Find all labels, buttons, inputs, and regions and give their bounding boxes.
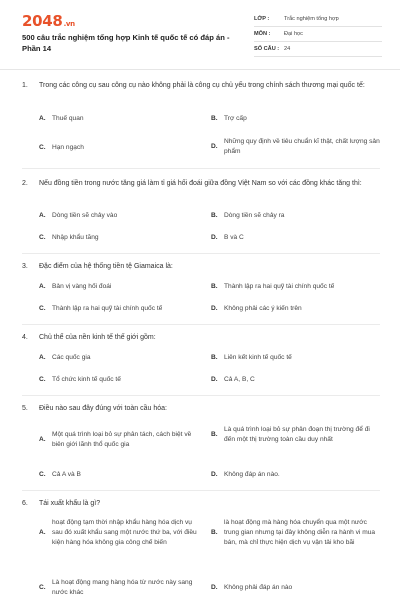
logo-text: 2048 bbox=[22, 12, 63, 30]
option-b[interactable] bbox=[211, 282, 381, 292]
option-d[interactable] bbox=[211, 304, 381, 314]
option-text: B và C bbox=[224, 234, 244, 241]
option-c[interactable] bbox=[39, 143, 199, 153]
site-logo[interactable] bbox=[22, 12, 75, 30]
option-text: Bản vị vàng hối đoái bbox=[52, 283, 112, 290]
option-letter: C. bbox=[39, 471, 46, 478]
question-number: 5. bbox=[22, 405, 28, 412]
option-text: là hoạt động mà hàng hóa chuyển qua một nước trung gian nhưng tại đây không diễn ra hành vi mua bán, mà chỉ thực hiện dịch vụ vận tải kho bãi bbox=[224, 519, 376, 546]
option-b[interactable] bbox=[211, 518, 381, 548]
option-letter: A. bbox=[39, 212, 46, 219]
option-letter: C. bbox=[39, 584, 46, 591]
option-letter: D. bbox=[211, 471, 218, 478]
option-text: Trợ cấp bbox=[224, 115, 247, 122]
option-text: Tổ chức kinh tế quốc tế bbox=[52, 376, 121, 383]
option-letter: D. bbox=[211, 143, 218, 150]
option-text: Các quốc gia bbox=[52, 354, 91, 361]
meta-row-subject bbox=[254, 27, 382, 42]
option-b[interactable] bbox=[211, 211, 381, 221]
option-c[interactable] bbox=[39, 304, 204, 314]
meta-key: SỐ CÂU : bbox=[254, 46, 280, 52]
question-divider bbox=[22, 253, 380, 254]
option-text: Thuế quan bbox=[52, 115, 84, 122]
option-text: hoạt động tạm thời nhập khẩu hàng hóa dịch vụ sau đó xuất khẩu sang một nước thứ ba, với điều kiện hàng hóa không gia công chế biến bbox=[52, 519, 197, 546]
logo-suffix: .vn bbox=[63, 20, 75, 28]
question-divider bbox=[22, 168, 380, 169]
question-text: Đặc điểm của hệ thống tiền tệ Giamaica là: bbox=[39, 263, 173, 270]
option-d[interactable] bbox=[211, 233, 381, 243]
question-text: Nếu đồng tiền trong nước tăng giá làm tỉ giá hối đoái giữa đồng Việt Nam so với các đồng khác tăng thì: bbox=[39, 180, 362, 187]
document-meta bbox=[254, 12, 382, 57]
question-text: Tái xuất khẩu là gì? bbox=[39, 500, 101, 507]
document-title: 500 câu trắc nghiệm tổng hợp Kinh tế quốc tế có đáp án - Phần 14 bbox=[22, 33, 230, 53]
option-letter: B. bbox=[211, 212, 218, 219]
option-letter: B. bbox=[211, 354, 218, 361]
question-2 bbox=[22, 178, 382, 189]
option-text: Không phải đáp án nào bbox=[224, 584, 293, 591]
option-text: Thành lập ra hai quỹ tài chính quốc tế bbox=[224, 283, 335, 290]
option-a[interactable] bbox=[39, 430, 201, 450]
question-1 bbox=[22, 80, 382, 91]
question-5 bbox=[22, 403, 382, 414]
option-letter: C. bbox=[39, 376, 46, 383]
option-letter: C. bbox=[39, 144, 46, 151]
question-text: Điều nào sau đây đúng với toàn cầu hóa: bbox=[39, 405, 167, 412]
question-number: 3. bbox=[22, 263, 28, 270]
option-text: Nhập khẩu tăng bbox=[52, 234, 99, 241]
option-letter: A. bbox=[39, 283, 46, 290]
question-divider bbox=[22, 395, 380, 396]
option-text: Một quá trình loại bỏ sự phân tách, cách biệt về biên giới lãnh thổ quốc gia bbox=[52, 431, 192, 448]
option-a[interactable] bbox=[39, 211, 199, 221]
option-letter: A. bbox=[39, 436, 46, 443]
option-b[interactable] bbox=[211, 353, 381, 363]
option-c[interactable] bbox=[39, 470, 199, 480]
page-header bbox=[0, 0, 400, 68]
question-text: Chủ thể của nền kinh tế thế giới gồm: bbox=[39, 334, 156, 341]
meta-value: Trắc nghiệm tổng hợp bbox=[284, 16, 339, 22]
option-letter: B. bbox=[211, 115, 218, 122]
option-letter: C. bbox=[39, 234, 46, 241]
option-a[interactable] bbox=[39, 282, 199, 292]
meta-key: MÔN : bbox=[254, 31, 271, 37]
option-d[interactable] bbox=[211, 137, 381, 157]
meta-key: LỚP : bbox=[254, 16, 270, 22]
option-text: Thành lập ra hai quỹ tài chính quốc tế bbox=[52, 305, 163, 312]
option-d[interactable] bbox=[211, 375, 381, 385]
option-text: Dòng tiền sẽ chảy ra bbox=[224, 212, 285, 219]
meta-row-class bbox=[254, 12, 382, 27]
option-text: Cả A và B bbox=[52, 471, 81, 478]
option-d[interactable] bbox=[211, 470, 381, 480]
option-a[interactable] bbox=[39, 114, 199, 124]
option-b[interactable] bbox=[211, 425, 381, 445]
question-6 bbox=[22, 498, 382, 509]
option-text: Là hoạt động mang hàng hóa từ nước này sang nước khác bbox=[52, 579, 193, 596]
option-letter: A. bbox=[39, 529, 46, 536]
option-text: Không phải các ý kiến trên bbox=[224, 305, 302, 312]
meta-value: 24 bbox=[284, 46, 291, 52]
question-4 bbox=[22, 332, 382, 343]
question-number: 2. bbox=[22, 180, 28, 187]
question-divider bbox=[22, 490, 380, 491]
option-text: Hạn ngạch bbox=[52, 144, 84, 151]
option-c[interactable] bbox=[39, 375, 199, 385]
option-text: Không đáp án nào. bbox=[224, 471, 280, 478]
meta-value: Đại học bbox=[284, 31, 303, 37]
option-letter: A. bbox=[39, 354, 46, 361]
option-text: Là quá trình loại bỏ sự phân đoạn thị trường để đi đến một thị trường toàn cầu duy nhất bbox=[224, 426, 370, 443]
option-text: Những quy định về tiêu chuẩn kĩ thật, chất lượng sản phẩm bbox=[224, 138, 380, 155]
question-text: Trong các công cụ sau công cụ nào không phải là công cụ chủ yếu trong chính sách thương mại quốc tế: bbox=[39, 82, 365, 89]
meta-row-count bbox=[254, 42, 382, 57]
option-letter: D. bbox=[211, 234, 218, 241]
option-d[interactable] bbox=[211, 583, 381, 593]
option-letter: D. bbox=[211, 376, 218, 383]
option-letter: B. bbox=[211, 283, 218, 290]
question-number: 1. bbox=[22, 82, 28, 89]
header-divider bbox=[0, 69, 400, 70]
option-letter: D. bbox=[211, 584, 218, 591]
option-letter: B. bbox=[211, 529, 218, 536]
option-c[interactable] bbox=[39, 578, 201, 598]
option-letter: A. bbox=[39, 115, 46, 122]
question-number: 6. bbox=[22, 500, 28, 507]
option-text: Liên kết kinh tế quốc tế bbox=[224, 354, 292, 361]
option-c[interactable] bbox=[39, 233, 199, 243]
question-3 bbox=[22, 261, 382, 272]
option-a[interactable] bbox=[39, 518, 201, 548]
option-text: Cả A, B, C bbox=[224, 376, 255, 383]
option-a[interactable] bbox=[39, 353, 199, 363]
option-letter: B. bbox=[211, 431, 218, 438]
option-b[interactable] bbox=[211, 114, 381, 124]
option-text: Dòng tiền sẽ chảy vào bbox=[52, 212, 118, 219]
question-divider bbox=[22, 324, 380, 325]
option-letter: D. bbox=[211, 305, 218, 312]
option-letter: C. bbox=[39, 305, 46, 312]
question-number: 4. bbox=[22, 334, 28, 341]
